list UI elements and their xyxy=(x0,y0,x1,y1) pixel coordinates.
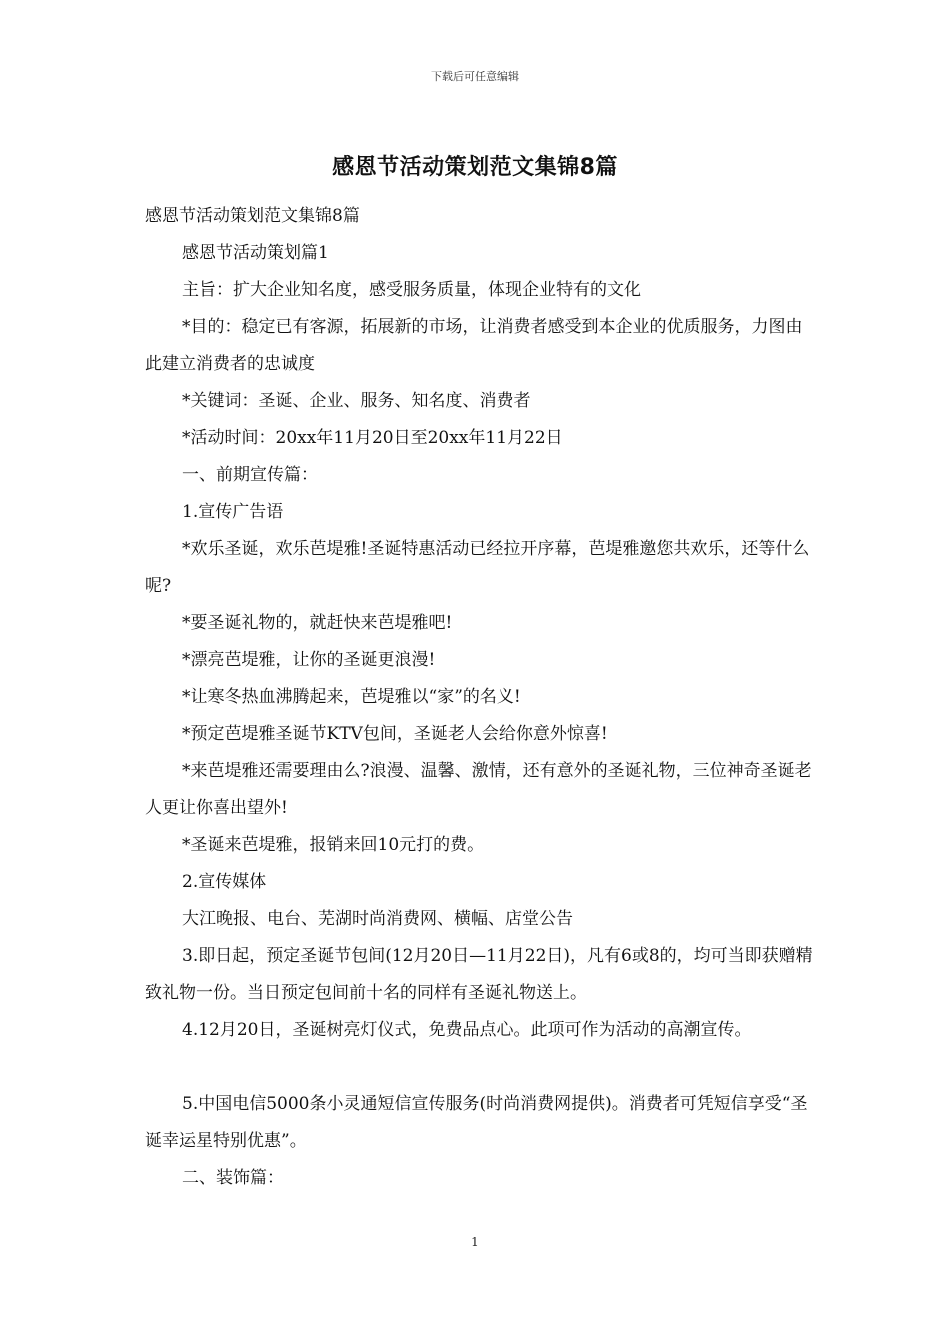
paragraph: *来芭堤雅还需要理由么?浪漫、温馨、激情，还有意外的圣诞礼物，三位神奇圣诞老人更让你喜出望外! xyxy=(145,761,812,818)
paragraph: *要圣诞礼物的，就赶快来芭堤雅吧! xyxy=(182,613,453,633)
paragraph: 感恩节活动策划篇1 xyxy=(182,243,329,263)
section-heading: 一、前期宣传篇： xyxy=(182,465,318,485)
paragraph: 5.中国电信5000条小灵通短信宣传服务(时尚消费网提供)。消费者可凭短信享受“圣诞幸运星特别优惠”。 xyxy=(145,1094,808,1151)
paragraph: 主旨：扩大企业知名度，感受服务质量，体现企业特有的文化 xyxy=(182,280,641,300)
subsection-heading: 1.宣传广告语 xyxy=(182,502,284,522)
paragraph: 大江晚报、电台、芜湖时尚消费网、横幅、店堂公告 xyxy=(182,909,573,929)
page-number: 1 xyxy=(471,1235,479,1249)
page-header-note: 下载后可任意编辑 xyxy=(431,70,519,83)
blank-line xyxy=(145,1049,813,1086)
paragraph: *圣诞来芭堤雅，报销来回10元打的费。 xyxy=(182,835,485,855)
paragraph: 感恩节活动策划范文集锦8篇 xyxy=(145,206,360,226)
paragraph: *关键词：圣诞、企业、服务、知名度、消费者 xyxy=(182,391,531,411)
paragraph: *让寒冬热血沸腾起来，芭堤雅以“家”的名义! xyxy=(182,687,521,707)
section-heading: 二、装饰篇： xyxy=(182,1168,284,1188)
paragraph: *活动时间：20xx年11月20日至20xx年11月22日 xyxy=(182,428,563,448)
document-title: 感恩节活动策划范文集锦8篇 xyxy=(332,155,618,180)
paragraph: *漂亮芭堤雅，让你的圣诞更浪漫! xyxy=(182,650,436,670)
subsection-heading: 2.宣传媒体 xyxy=(182,872,267,892)
paragraph: *欢乐圣诞，欢乐芭堤雅!圣诞特惠活动已经拉开序幕，芭堤雅邀您共欢乐，还等什么呢? xyxy=(145,539,810,596)
document-body xyxy=(145,198,813,1197)
paragraph: 4.12月20日，圣诞树亮灯仪式，免费品点心。此项可作为活动的高潮宣传。 xyxy=(182,1020,752,1040)
paragraph: *预定芭堤雅圣诞节KTV包间，圣诞老人会给你意外惊喜! xyxy=(182,724,608,744)
paragraph: *目的：稳定已有客源，拓展新的市场，让消费者感受到本企业的优质服务，力图由此建立消费者的忠诚度 xyxy=(145,317,803,374)
paragraph: 3.即日起，预定圣诞节包间(12月20日—11月22日)，凡有6或8的，均可当即获赠精致礼物一份。当日预定包间前十名的同样有圣诞礼物送上。 xyxy=(145,946,813,1003)
